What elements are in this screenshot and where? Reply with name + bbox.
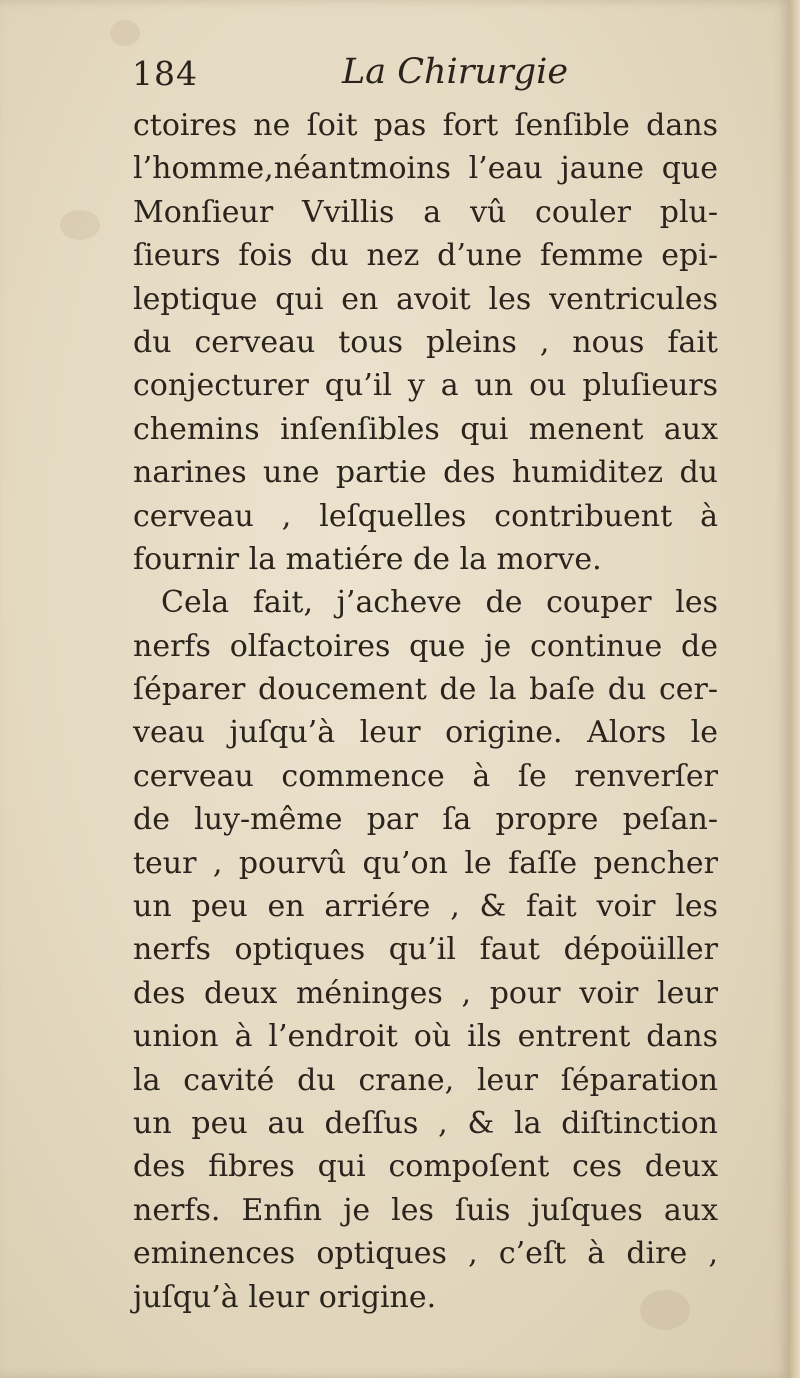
text-line: un peu au deſſus , & la diſtinction: [133, 1105, 718, 1141]
text-line: conjecturer qu’il y a un ou pluſieurs: [133, 368, 718, 404]
text-line: teur , pourvû qu’on le faſſe pencher: [133, 845, 718, 881]
text-line: Monſieur Vvillis a vû couler plu-: [133, 194, 718, 230]
text-line: union à l’endroit où ils entrent dans: [133, 1019, 718, 1055]
page-header: [132, 48, 722, 100]
text-line: veau juſqu’à leur origine. Alors le: [133, 715, 718, 751]
text-line: nerfs. Enfin je les ſuis juſques aux: [133, 1192, 718, 1228]
text-line: de luy-même par ſa propre peſan-: [133, 802, 718, 838]
text-line: juſqu’à leur origine.: [133, 1279, 437, 1315]
page-edge: [790, 0, 800, 1378]
text-line: ctoires ne ſoit pas fort ſenſible dans: [133, 108, 718, 143]
text-line: fournir la matiére de la morve.: [133, 541, 602, 577]
text-line: ſéparer doucement de la baſe du cer-: [133, 672, 718, 708]
running-title: La Chirurgie: [342, 52, 569, 92]
text-line: ſieurs fois du nez d’une femme epi-: [133, 238, 718, 274]
page-number: 184: [132, 54, 198, 93]
text-line: eminences optiques , c’eſt à dire ,: [133, 1236, 718, 1272]
text-line: des fibres qui compoſent ces deux: [133, 1149, 718, 1185]
text-line: leptique qui en avoit les ventricules: [133, 281, 718, 317]
text-line: cerveau , leſquelles contribuent à: [133, 498, 718, 534]
text-line: narines une partie des humiditez du: [133, 455, 718, 491]
text-line: cerveau commence à ſe renverſer: [133, 758, 718, 794]
text-line: la cavité du crane, leur ſéparation: [133, 1062, 718, 1098]
text-line: du cerveau tous pleins , nous fait: [133, 324, 718, 360]
body-text: [133, 104, 718, 1319]
text-line: nerfs optiques qu’il faut dépoüiller: [133, 932, 718, 968]
text-line: nerfs olfactoires que je continue de: [133, 628, 718, 664]
text-line: un peu en arriére , & fait voir les: [133, 889, 718, 925]
text-line: Cela fait, j’acheve de couper les: [161, 585, 718, 621]
text-line: des deux méninges , pour voir leur: [133, 975, 718, 1011]
paper-stain: [60, 210, 100, 240]
text-line: l’homme,néantmoins l’eau jaune que: [133, 151, 718, 187]
text-line: chemins inſenſibles qui menent aux: [133, 411, 718, 447]
paper-stain: [110, 20, 140, 46]
